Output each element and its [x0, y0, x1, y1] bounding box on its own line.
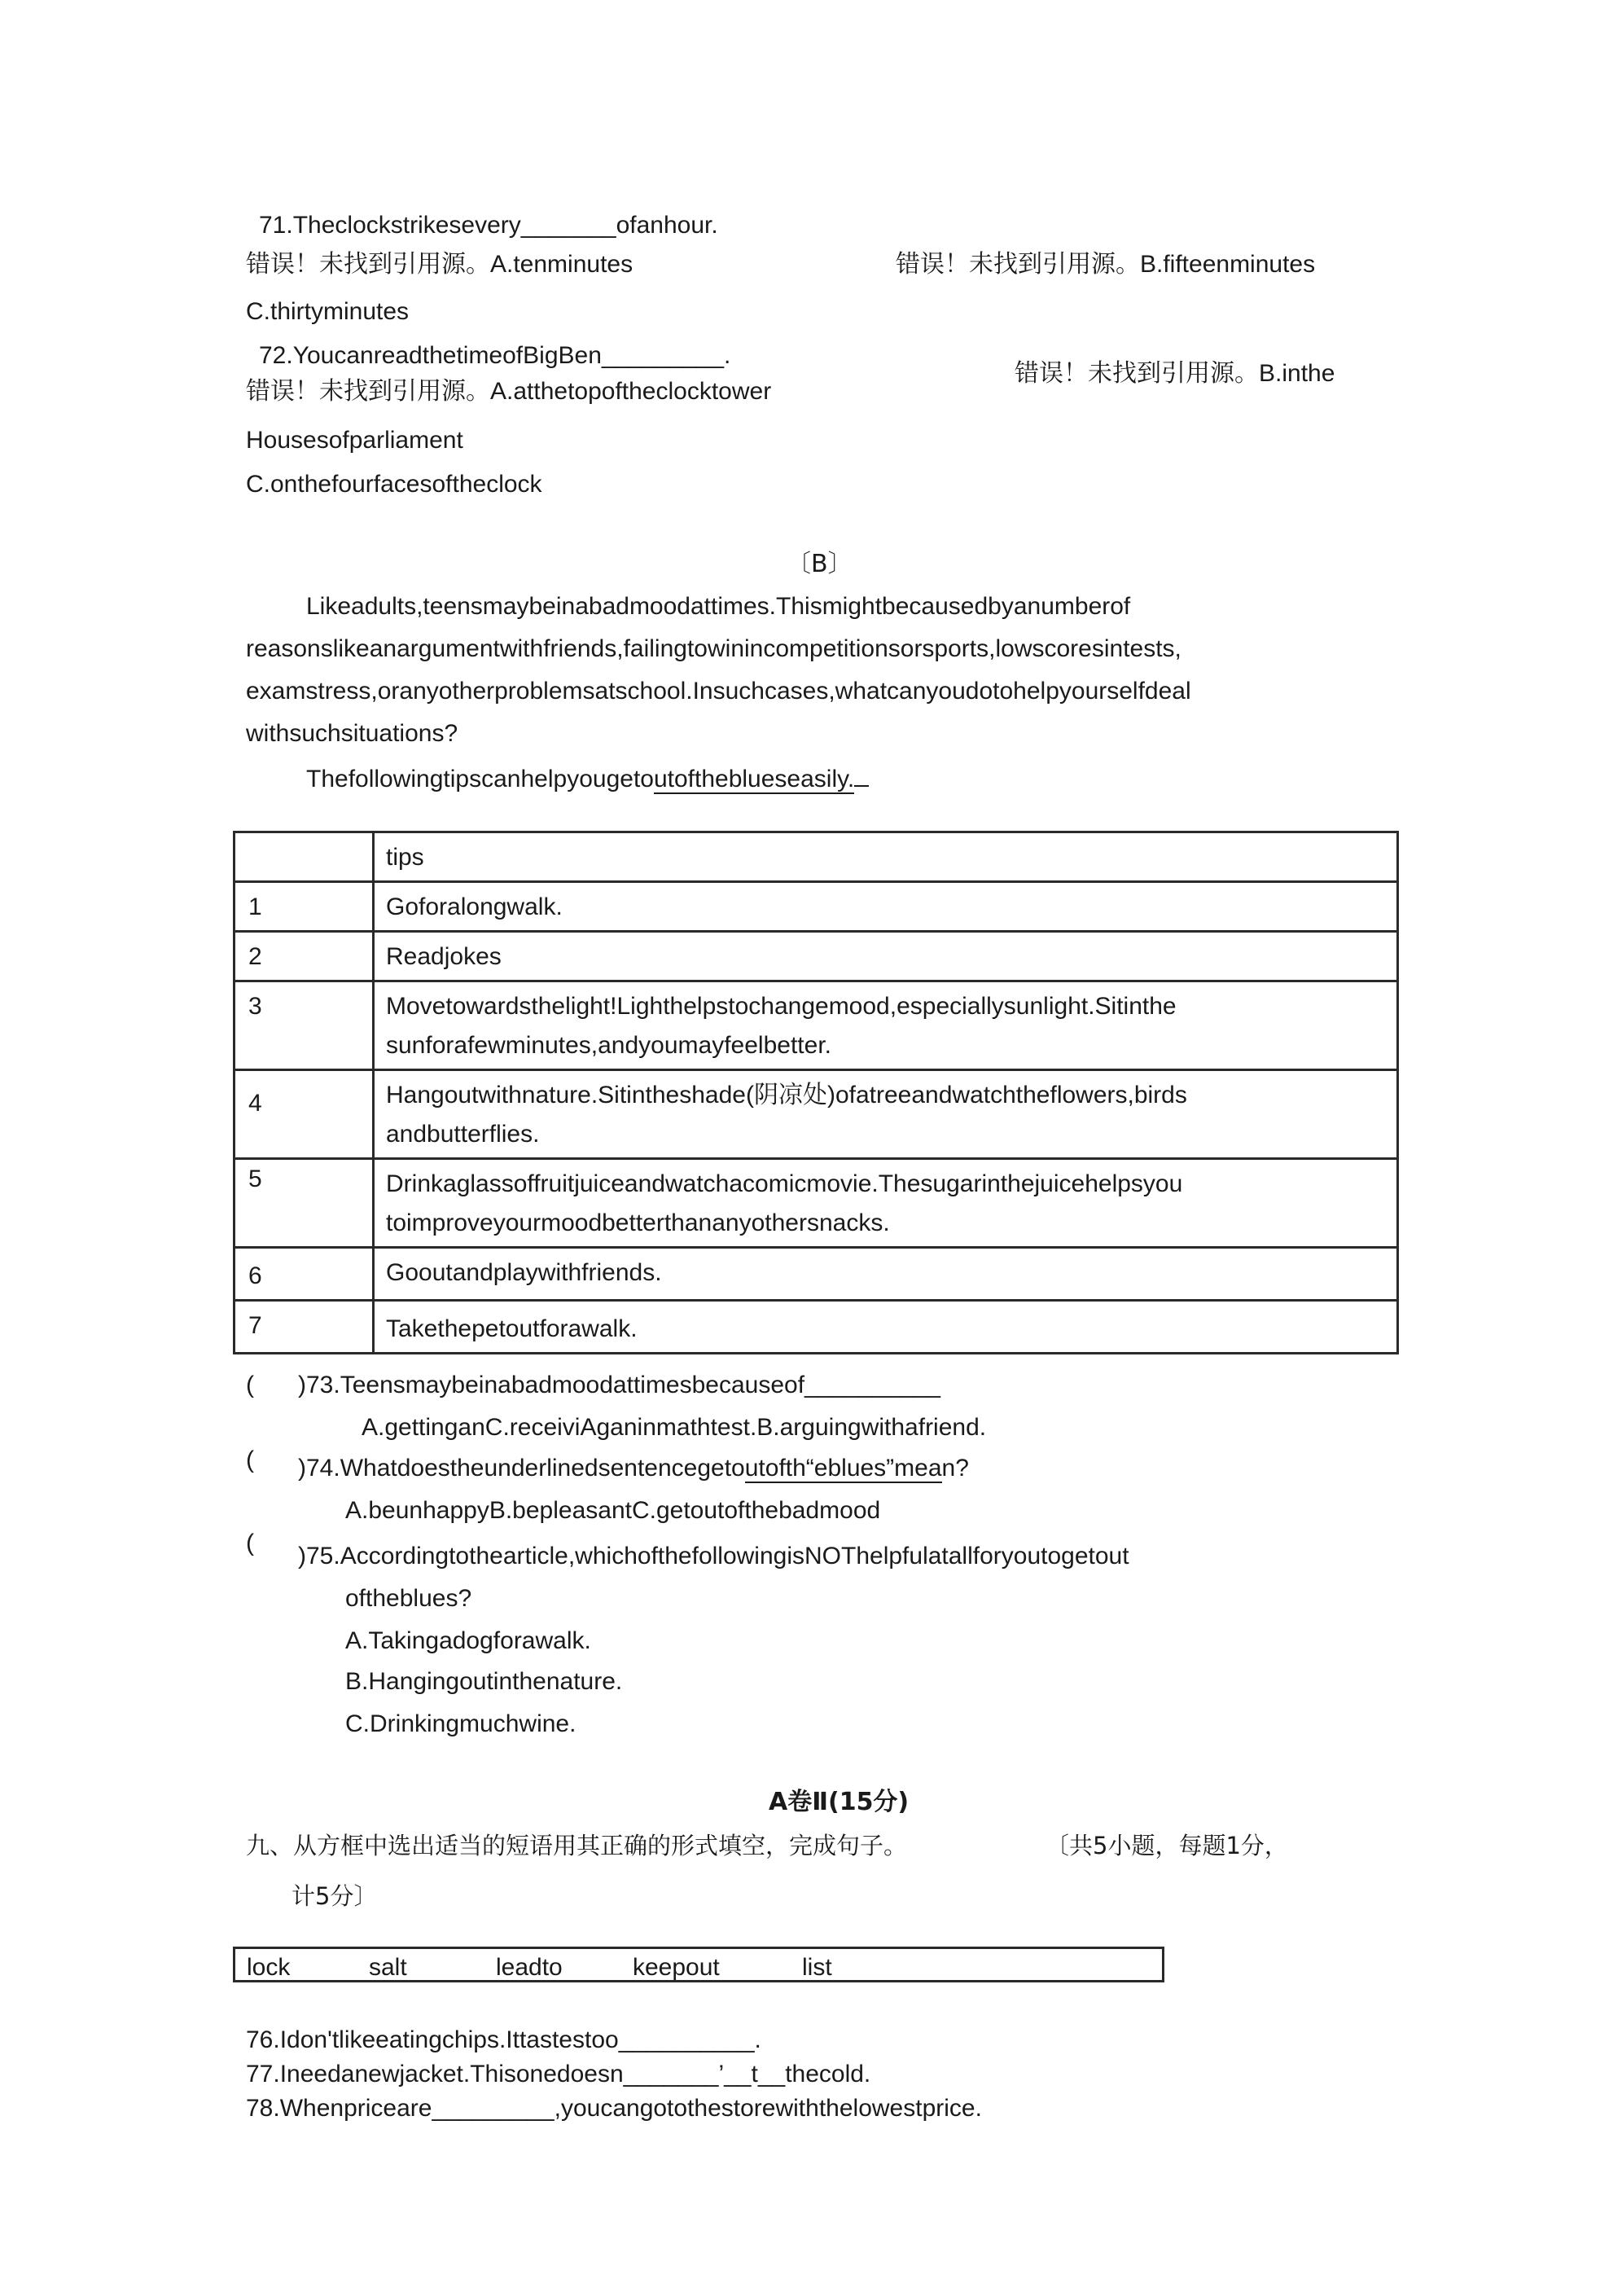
part-a2-title: A卷Ⅱ(15分): [769, 1788, 910, 1816]
table-row: [235, 1301, 1398, 1354]
q72-option-a: [246, 377, 772, 406]
row-number: 2: [235, 932, 374, 981]
error-text: 错误！未找到引用源。: [246, 377, 490, 406]
word-bank-box: [233, 1947, 1164, 1982]
word-bank-item: list: [802, 1954, 832, 1981]
q71-option-a: [246, 252, 633, 277]
tip-text: [374, 1070, 1398, 1159]
passage-tips-intro: [306, 767, 869, 792]
error-text: 错误！未找到引用源。: [1015, 359, 1259, 388]
q74-stem-text: )74.Whatdoestheunderlinedsentencegeto: [298, 1455, 745, 1482]
tip-text: Goforalongwalk.: [374, 882, 1398, 932]
table-row: [235, 981, 1398, 1070]
underline-tail: [854, 784, 869, 787]
q71-option-a-label: A.tenminutes: [490, 251, 633, 278]
word-bank-item: salt: [369, 1954, 407, 1981]
tip-line-2: andbutterflies.: [386, 1121, 540, 1148]
q71-option-b-label: B.fifteenminutes: [1140, 251, 1316, 278]
row-number: 1: [235, 882, 374, 932]
row-number: 4: [235, 1070, 374, 1159]
q73-stem: )73.Teensmaybeinabadmoodattimesbecauseof__________: [298, 1372, 940, 1398]
row-number: 7: [235, 1301, 374, 1354]
q72-stem: 72.YoucanreadthetimeofBigBen_________.: [259, 342, 731, 369]
tip-text: [374, 1159, 1398, 1248]
passage-line-3: examstress,oranyotherproblemsatschool.Insuchcases,whatcanyoudotohelpyourselfdeal: [246, 678, 1191, 705]
table-cell: [235, 832, 374, 882]
table-header-tips: tips: [374, 832, 1398, 882]
q74-stem-end: n?: [941, 1455, 969, 1482]
tips-table: [233, 831, 1399, 1354]
q72-option-b: [1015, 359, 1335, 388]
row-number: 6: [235, 1248, 374, 1301]
table-row: [235, 882, 1398, 932]
word-bank-item: leadto: [496, 1954, 563, 1981]
tip-text: Readjokes: [374, 932, 1398, 981]
q78: 78.Whenpriceare_________,youcangotothestorewiththelowestprice.: [246, 2095, 982, 2122]
section-b-heading: 〔B〕: [787, 550, 853, 578]
table-row: [235, 1159, 1398, 1248]
tip-text: [374, 981, 1398, 1070]
q71-option-b: [896, 252, 1315, 277]
row-number: 3: [235, 981, 374, 1070]
part-a2-score: 〔共5小题，每题1分，: [1046, 1832, 1288, 1859]
q75-stem-line-2: oftheblues?: [345, 1585, 472, 1612]
q74-options: A.beunhappyB.bepleasantC.getoutofthebadmood: [345, 1497, 881, 1524]
tip-text: Gooutandplaywithfriends.: [374, 1248, 1398, 1301]
tip-line-1: Hangoutwithnature.Sitintheshade(阴凉处)ofatreeandwatchtheflowers,birds: [386, 1082, 1187, 1108]
error-text: 错误！未找到引用源。: [246, 250, 490, 279]
passage-line-4: withsuchsituations?: [246, 720, 458, 747]
word-bank-item: keepout: [633, 1954, 720, 1981]
table-header-row: [235, 832, 1398, 882]
q72-option-c: C.onthefourfacesoftheclock: [246, 471, 542, 498]
q74-stem: [298, 1456, 969, 1481]
part-a2-score-line-2: 计5分〕: [292, 1882, 378, 1910]
tip-line-2: sunforafewminutes,andyoumayfeelbetter.: [386, 1032, 831, 1059]
q75-option-b: B.Hangingoutinthenature.: [345, 1668, 623, 1695]
table-row: [235, 1248, 1398, 1301]
q74-paren: (: [246, 1447, 254, 1473]
table-row: [235, 1070, 1398, 1159]
q71-stem: 71.Theclockstrikesevery_______ofanhour.: [259, 212, 718, 239]
q75-paren: (: [246, 1530, 254, 1556]
q71-option-c: C.thirtyminutes: [246, 298, 410, 325]
q72-option-b-label: B.inthe: [1259, 360, 1335, 387]
tip-line-1: Drinkaglassoffruitjuiceandwatchacomicmovie.Thesugarinthejuicehelpsyou: [386, 1170, 1183, 1197]
q75-stem: )75.Accordingtothearticle,whichofthefollowingisNOThelpfulatallforyoutogetout: [298, 1543, 1129, 1569]
tip-line-1: Movetowardsthelight!Lighthelpstochangemood,especiallysunlight.Sitinthe: [386, 993, 1177, 1020]
table-row: [235, 932, 1398, 981]
q72-option-a-label: A.atthetopoftheclocktower: [490, 378, 772, 405]
passage-line-1: Likeadults,teensmaybeinabadmoodattimes.Thismightbecausedbyanumberof: [306, 593, 1131, 620]
tips-intro-text: Thefollowingtipscanhelpyougeto: [306, 766, 654, 792]
q74-underlined-phrase: utofth“eblues”mea: [744, 1455, 942, 1482]
q75-option-a: A.Takingadogforawalk.: [345, 1627, 591, 1654]
underlined-sentence: utoftheblueseasily.: [653, 766, 855, 792]
q73-options: A.gettinganC.receiviAganinmathtest.B.arguingwithafriend.: [362, 1414, 987, 1441]
q76: 76.Idon'tlikeeatingchips.Ittastestoo__________.: [246, 2026, 761, 2053]
q73-paren: (: [246, 1372, 254, 1398]
tip-line-2: toimproveyourmoodbetterthananyothersnacks.: [386, 1209, 890, 1236]
part-a2-instructions: 九、从方框中选出适当的短语用其正确的形式填空，完成句子。: [246, 1832, 908, 1859]
passage-line-2: reasonslikeanargumentwithfriends,failingtowinincompetitionsorsports,lowscoresintests,: [246, 635, 1181, 662]
row-number: 5: [235, 1159, 374, 1248]
error-text: 错误！未找到引用源。: [896, 250, 1140, 279]
q77: 77.Ineedanewjacket.Thisonedoesn_______’__t__thecold.: [246, 2061, 871, 2087]
word-bank-item: lock: [247, 1954, 291, 1981]
q72-option-b-continuation: Housesofparliament: [246, 427, 463, 454]
q75-option-c: C.Drinkingmuchwine.: [345, 1710, 576, 1737]
tip-text: Takethepetoutforawalk.: [374, 1301, 1398, 1354]
